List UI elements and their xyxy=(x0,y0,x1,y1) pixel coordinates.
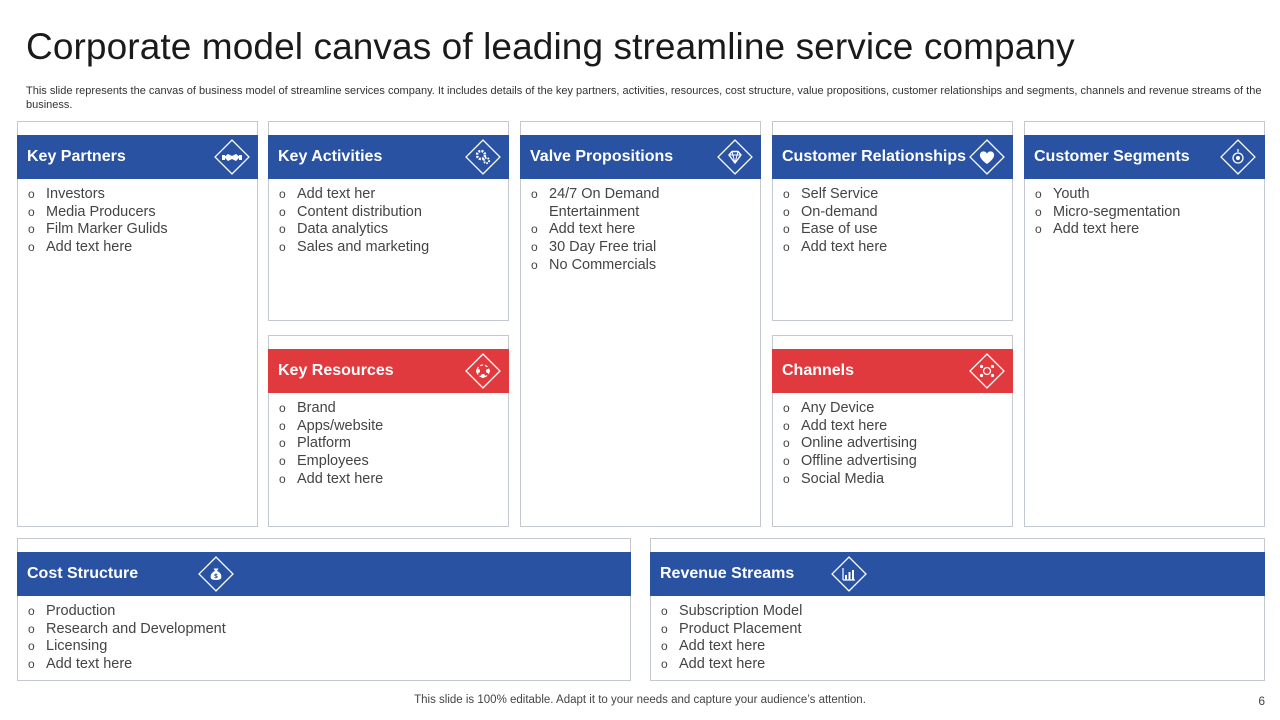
target-icon xyxy=(1219,138,1257,176)
card-value-propositions xyxy=(520,121,761,527)
footer-note: This slide is 100% editable. Adapt it to your needs and capture your audience’s attention. xyxy=(414,694,866,706)
list-item: o Licensing xyxy=(28,638,108,655)
resources-cycle-icon xyxy=(464,352,502,390)
handshake-icon xyxy=(213,138,251,176)
page-subtitle: This slide represents the canvas of business model of streamline services company. It includes details of the key partners, activities, resources, cost structure, value propositions, customer relationships and segments, channels and revenue streams of the business. xyxy=(26,85,1262,111)
page-number: 6 xyxy=(1258,694,1265,708)
list-item: o Micro-segmentation xyxy=(1035,203,1181,220)
card-list xyxy=(279,400,383,489)
list-item: o 24/7 On Demand xyxy=(531,186,660,202)
list-item: Entertainment xyxy=(549,203,640,220)
list-item: o Employees xyxy=(279,453,369,470)
list-item: o Online advertising xyxy=(783,435,918,452)
list-item: o Media Producers xyxy=(28,203,156,220)
gears-icon xyxy=(464,138,502,176)
card-header xyxy=(1024,135,1265,179)
card-channels xyxy=(772,335,1013,527)
list-item: o Add text here xyxy=(28,656,133,673)
card-header xyxy=(268,349,509,393)
svg-text:$: $ xyxy=(213,573,219,580)
list-item: o On-demand xyxy=(783,203,878,220)
card-header xyxy=(17,552,631,596)
card-list xyxy=(28,186,168,257)
card-cost-structure xyxy=(17,538,631,681)
list-item: o Film Marker Gulids xyxy=(28,221,168,238)
card-heading: Cost Structure xyxy=(27,565,139,582)
bar-chart-icon xyxy=(830,555,868,593)
diamond-icon xyxy=(716,138,754,176)
card-customer-segments xyxy=(1024,121,1265,527)
card-header xyxy=(772,349,1013,393)
list-item: o Apps/website xyxy=(279,417,384,434)
list-item: o Platform xyxy=(279,435,351,452)
list-item: o Youth xyxy=(1035,186,1090,202)
card-key-activities xyxy=(268,121,509,321)
card-list xyxy=(279,186,429,257)
list-item: o Any Device xyxy=(783,400,875,416)
list-item: o Offline advertising xyxy=(783,453,917,470)
list-item: o Add text here xyxy=(783,239,888,256)
card-key-partners xyxy=(17,121,258,527)
card-list xyxy=(531,186,659,275)
card-heading: Key Activities xyxy=(278,148,383,165)
list-item: o Content distribution xyxy=(279,203,422,220)
list-item: o 30 Day Free trial xyxy=(531,239,657,256)
list-item: o Add text here xyxy=(661,656,766,673)
card-header xyxy=(772,135,1013,179)
card-heading: Key Partners xyxy=(27,148,126,165)
list-item: o Add text here xyxy=(783,417,888,434)
network-icon xyxy=(968,352,1006,390)
card-heading: Customer Segments xyxy=(1034,148,1190,165)
card-header xyxy=(17,135,258,179)
card-heading: Channels xyxy=(782,362,855,379)
list-item: o Social Media xyxy=(783,470,885,487)
card-key-resources xyxy=(268,335,509,527)
card-list xyxy=(661,603,802,674)
list-item: o Add text here xyxy=(661,638,766,655)
card-heading: Valve Propositions xyxy=(530,148,674,165)
list-item: o Self Service xyxy=(783,186,879,202)
card-heading: Customer Relationships xyxy=(782,148,967,165)
list-item: o Ease of use xyxy=(783,221,878,238)
card-list xyxy=(783,400,917,489)
list-item: o Add text here xyxy=(531,221,636,238)
list-item: o Subscription Model xyxy=(661,603,803,619)
card-customer-relationships xyxy=(772,121,1013,321)
list-item: o Add text here xyxy=(279,470,384,487)
card-header xyxy=(650,552,1265,596)
card-list xyxy=(1035,186,1180,239)
heart-icon xyxy=(968,138,1006,176)
money-bag-icon xyxy=(197,555,235,593)
list-item: o Add text her xyxy=(279,186,376,202)
page-title: Corporate model canvas of leading streamline service company xyxy=(26,26,1075,67)
list-item: o Brand xyxy=(279,400,336,416)
card-heading: Revenue Streams xyxy=(660,565,795,582)
list-item: o Data analytics xyxy=(279,221,389,238)
list-item: o Sales and marketing xyxy=(279,239,430,256)
list-item: o Add text here xyxy=(28,239,133,256)
card-list xyxy=(28,603,226,674)
card-header xyxy=(520,135,761,179)
card-list xyxy=(783,186,887,257)
list-item: o Investors xyxy=(28,186,105,202)
list-item: o Production xyxy=(28,603,116,619)
card-revenue-streams xyxy=(650,538,1265,681)
list-item: o Research and Development xyxy=(28,620,226,637)
list-item: o Add text here xyxy=(1035,221,1140,238)
card-header xyxy=(268,135,509,179)
list-item: o No Commercials xyxy=(531,256,657,273)
list-item: o Product Placement xyxy=(661,620,802,637)
card-heading: Key Resources xyxy=(278,362,394,379)
